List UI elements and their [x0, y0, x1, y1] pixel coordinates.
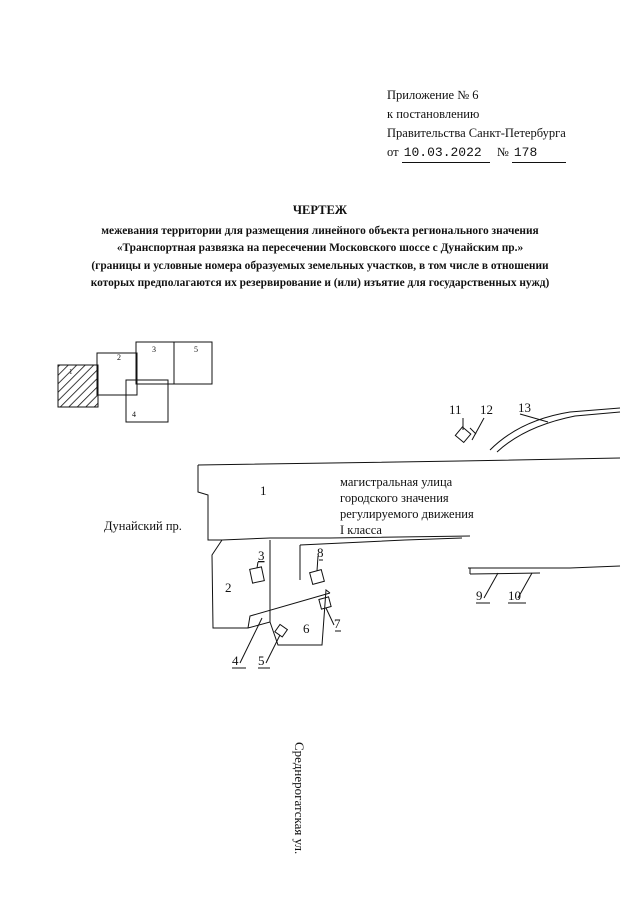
plot-12-mark	[470, 428, 476, 434]
street-dunaisky: Дунайский пр.	[104, 519, 182, 533]
leader-9	[484, 573, 498, 598]
plot-8-square	[310, 570, 325, 585]
appendix-line-1: Приложение № 6	[387, 88, 479, 102]
plot-9-10-strip-top	[468, 566, 620, 568]
plot-3-square	[250, 567, 265, 583]
plot-9-10-strip-bottom	[470, 573, 540, 574]
road-inner-edge	[300, 538, 462, 545]
key-sheet-5	[174, 342, 212, 384]
appendix-from-label: от	[387, 145, 399, 159]
plot-number-12: 12	[480, 402, 493, 417]
plot-number-1: 1	[260, 483, 267, 498]
title-line-2: «Транспортная развязка на пересечении Московского шоссе с Дунайским пр.»	[116, 242, 524, 254]
main-street-line-4: I класса	[340, 523, 382, 537]
plot-number-4: 4	[232, 653, 239, 668]
plot-number-6: 6	[303, 621, 310, 636]
plot-number-7: 7	[334, 616, 341, 631]
plot-number-10: 10	[508, 588, 521, 603]
key-label-2: 2	[117, 353, 121, 362]
key-label-3: 3	[152, 345, 156, 354]
plot-13-curve-inner	[497, 412, 620, 452]
plot-4-outline	[248, 593, 330, 628]
appendix-line-2: к постановлению	[387, 107, 480, 121]
title-line-4: которых предполагаются их резервирование и (или) изъятие для государственных нужд)	[90, 277, 550, 289]
key-sheet-1-hatched	[58, 365, 98, 407]
plot-number-9: 9	[476, 588, 483, 603]
plot-5-square	[275, 624, 288, 637]
leader-7	[326, 608, 334, 625]
title-line-1: межевания территории для размещения линейного объекта регионального значения	[101, 224, 539, 237]
appendix-num-label: №	[496, 145, 509, 159]
main-street-label	[340, 474, 474, 538]
appendix-date: 10.03.2022	[402, 143, 490, 163]
plot-number-5: 5	[258, 653, 265, 668]
road-left-boundary	[198, 465, 222, 540]
plot-number-8: 8	[317, 545, 324, 560]
plot-13-curve-outer	[490, 408, 620, 450]
key-label-5: 5	[194, 345, 198, 354]
main-street-line-3: регулируемого движения	[340, 507, 474, 521]
title-line-3: (границы и условные номера образуемых земельных участков, в том числе в отношении	[91, 259, 549, 272]
street-srednerogatskaya: Среднерогатская ул.	[292, 742, 307, 855]
leader-12	[472, 418, 484, 440]
title-heading: ЧЕРТЕЖ	[292, 203, 348, 217]
plot-number-2: 2	[225, 580, 232, 595]
appendix-number: 178	[512, 143, 566, 163]
plot-number-3: 3	[258, 548, 265, 563]
road-top-boundary	[198, 458, 620, 465]
main-street-line-1: магистральная улица	[340, 475, 453, 489]
main-street-line-2: городского значения	[340, 491, 449, 505]
plot-number-11: 11	[449, 402, 462, 417]
appendix-line-3: Правительства Санкт-Петербурга	[387, 126, 566, 140]
key-label-4: 4	[132, 410, 136, 419]
plot-number-13: 13	[518, 400, 531, 415]
leader-5	[266, 635, 280, 663]
key-label-1: 1	[69, 368, 73, 376]
